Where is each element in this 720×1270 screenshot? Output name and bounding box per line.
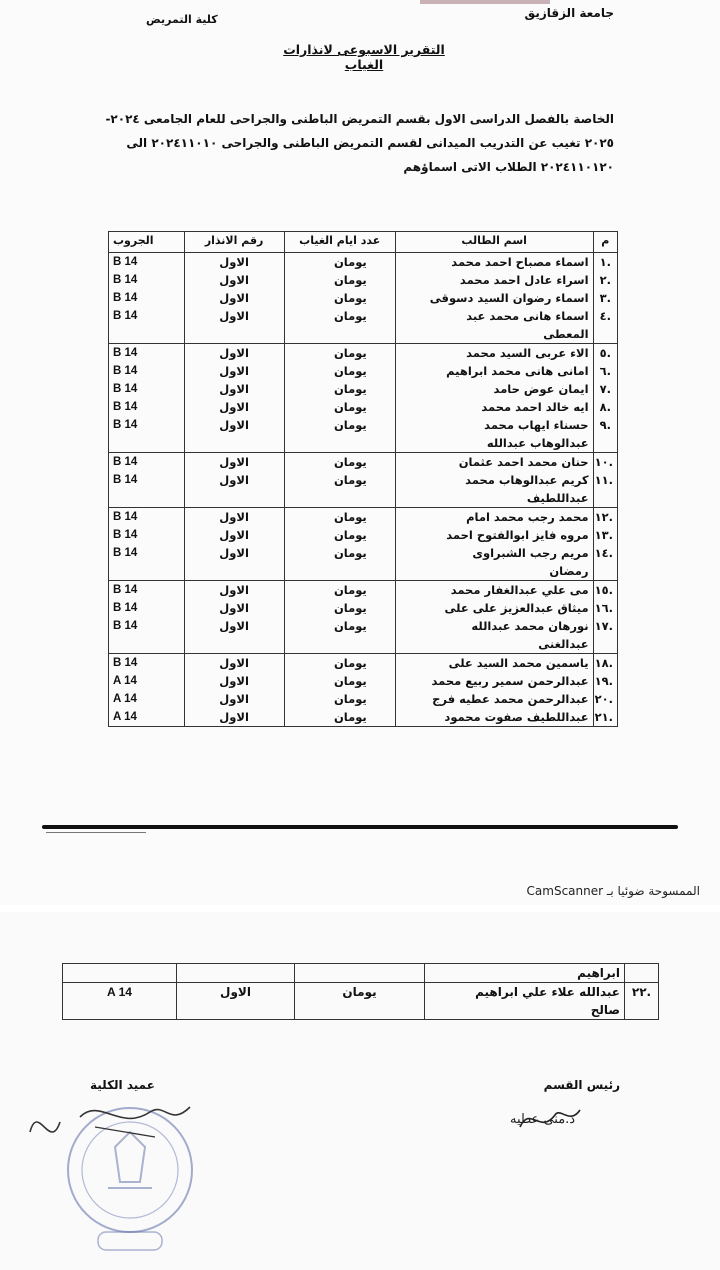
warning-number (184, 380, 284, 398)
student-name (395, 362, 593, 380)
university-name: جامعة الزقازيق (524, 6, 614, 20)
table-row (109, 617, 618, 654)
table-row (109, 344, 618, 363)
header-name: اسم الطالب (395, 232, 593, 253)
absence-days-value: يومان (333, 656, 367, 670)
student-name (395, 508, 593, 527)
warning-number (184, 253, 284, 272)
table-row (109, 526, 618, 544)
intro-line-2: ٢٠٢٥ تغيب عن التدريب الميدانى لقسم التمريض الباطنى والجراحى ٢٠٢٤١١٠١٠ الى (126, 136, 614, 150)
warning-number (184, 672, 284, 690)
absence-table (108, 231, 618, 727)
row-number: .٦ (593, 362, 617, 380)
row-number: .٩ (593, 416, 617, 453)
warning-number (184, 581, 284, 600)
page-bottom-rule (42, 825, 678, 829)
absence-days (284, 581, 395, 600)
student-name (395, 471, 593, 508)
row-number: .١٩ (593, 672, 617, 690)
warning-number-value: الاول (219, 601, 249, 615)
group-code: B 14 (109, 289, 185, 307)
absence-days-value: يومان (333, 255, 367, 269)
warning-number (184, 289, 284, 307)
absence-days-value: يومان (333, 510, 367, 524)
row-number: .٨ (593, 398, 617, 416)
absence-days (284, 253, 395, 272)
table-row (109, 654, 618, 673)
group-code: B 14 (109, 581, 185, 600)
warning-number (184, 508, 284, 527)
warning-number-value: الاول (219, 583, 249, 597)
row-number: .٥ (593, 344, 617, 363)
group-code: B 14 (109, 544, 185, 581)
warning-number (184, 617, 284, 654)
student-name (395, 253, 593, 272)
absence-days (284, 654, 395, 673)
absence-days-value: يومان (333, 400, 367, 414)
department-head-label: رئيس القسم (543, 1078, 620, 1092)
table-row (109, 708, 618, 727)
student-name (395, 307, 593, 344)
student-name-line1: اسماء رضوان السيد دسوقى (429, 291, 589, 305)
student-name-line1: الاء عربى السيد محمد (466, 346, 589, 360)
student-name (395, 271, 593, 289)
absence-days (284, 690, 395, 708)
table-row (109, 599, 618, 617)
student-name-line1: عبدالرحمن محمد عطيه فرج (432, 692, 589, 706)
row-number: .٢٢ (625, 983, 659, 1020)
absence-days (284, 526, 395, 544)
student-name-line1: عبدالله علاء علي ابراهيم (475, 985, 620, 999)
warning-number (184, 599, 284, 617)
student-name-line1: كريم عبدالوهاب محمد (465, 473, 589, 487)
warning-number-value: الاول (219, 346, 249, 360)
warning-number (184, 526, 284, 544)
student-name (395, 453, 593, 472)
absence-days-value: يومان (333, 528, 367, 542)
header-days: عدد ايام الغياب (284, 232, 395, 253)
absence-days (284, 289, 395, 307)
row-number: .١٣ (593, 526, 617, 544)
warning-number-value: الاول (219, 473, 249, 487)
table-row (109, 271, 618, 289)
warning-number-value: الاول (219, 273, 249, 287)
absence-days-value: يومان (333, 273, 367, 287)
student-name (395, 581, 593, 600)
row-number: .١ (593, 253, 617, 272)
absence-days-value: يومان (333, 674, 367, 688)
student-name-line1: مروه فايز ابوالفتوح احمد (446, 528, 589, 542)
row-number: .٧ (593, 380, 617, 398)
table-row (109, 362, 618, 380)
group-code: A 14 (63, 983, 177, 1020)
absence-days (284, 471, 395, 508)
student-name (395, 526, 593, 544)
warning-number-value: الاول (219, 546, 249, 560)
student-name (395, 398, 593, 416)
student-name (395, 690, 593, 708)
warning-number (184, 544, 284, 581)
camscanner-note: الممسوحة ضوئيا بـ CamScanner (526, 884, 700, 898)
faculty-name: كلية التمريض (146, 13, 218, 26)
absence-days-value: يومان (333, 583, 367, 597)
student-name-line1: ياسمين محمد السيد على (448, 656, 589, 670)
warning-number-value: الاول (219, 528, 249, 542)
student-name-line2: عبدالوهاب عبدالله (486, 436, 589, 450)
absence-days: يومان (295, 983, 425, 1020)
row-number: .١٢ (593, 508, 617, 527)
row-number: .١٤ (593, 544, 617, 581)
student-name-line1: مريم رجب الشبراوى (472, 546, 589, 560)
group-code: A 14 (109, 708, 185, 727)
student-name-line1: اسراء عادل احمد محمد (459, 273, 589, 287)
student-name (395, 672, 593, 690)
absence-days-value: يومان (333, 382, 367, 396)
student-name-line1: نورهان محمد عبدالله (471, 619, 589, 633)
student-name (395, 344, 593, 363)
table-row (109, 416, 618, 453)
student-name-line1: امانى هانى محمد ابراهيم (446, 364, 589, 378)
warning-number-value: الاول (219, 418, 249, 432)
student-name (395, 416, 593, 453)
group-code: B 14 (109, 307, 185, 344)
group-code: B 14 (109, 508, 185, 527)
student-name (395, 380, 593, 398)
group-code: A 14 (109, 672, 185, 690)
warning-number-value: الاول (219, 656, 249, 670)
absence-days-value: يومان (333, 710, 367, 724)
student-name-line1: محمد رجب محمد امام (466, 510, 589, 524)
dean-label: عميد الكلية (90, 1078, 155, 1092)
absence-days (284, 398, 395, 416)
absence-days (284, 508, 395, 527)
absence-days (284, 344, 395, 363)
warning-number-value: الاول (219, 692, 249, 706)
absence-days-value: يومان (333, 692, 367, 706)
report-title: التقرير الاسبوعى لانذارات الغياب (283, 42, 445, 72)
table-row (109, 398, 618, 416)
warning-number-value: الاول (219, 291, 249, 305)
student-name-line1: اسماء مصباح احمد محمد (451, 255, 589, 269)
table-row (109, 289, 618, 307)
department-head-signature: د.منى عطيه (510, 1112, 576, 1127)
student-name (395, 708, 593, 727)
student-name-line1: عبداللطيف صفوت محمود (444, 710, 589, 724)
absence-days (284, 416, 395, 453)
warning-number-value: الاول (219, 364, 249, 378)
group-code: B 14 (109, 453, 185, 472)
absence-days (284, 362, 395, 380)
warning-number (184, 471, 284, 508)
absence-days-value: يومان (333, 309, 367, 323)
warning-number (184, 416, 284, 453)
student-name-line2: عبدالغنى (538, 637, 589, 651)
table-row (109, 453, 618, 472)
table-row (109, 508, 618, 527)
group-code: B 14 (109, 398, 185, 416)
student-name (395, 599, 593, 617)
warning-number-value: الاول (219, 255, 249, 269)
student-name (395, 289, 593, 307)
absence-days-value: يومان (333, 619, 367, 633)
row-number: .٢٠ (593, 690, 617, 708)
student-name-line1: مى علي عبدالغفار محمد (450, 583, 589, 597)
absence-days-value: يومان (333, 601, 367, 615)
warning-number-value: الاول (219, 455, 249, 469)
absence-days-value: يومان (333, 364, 367, 378)
student-name-line2: صالح (590, 1003, 620, 1017)
table-row (109, 380, 618, 398)
warning-number (184, 708, 284, 727)
row-number: .١١ (593, 471, 617, 508)
absence-days (284, 380, 395, 398)
group-code: A 14 (109, 690, 185, 708)
row-name-prev-line: ابراهيم (425, 964, 625, 983)
table-row (109, 690, 618, 708)
page-gap (0, 905, 720, 912)
student-name-line1: عبدالرحمن سمير ربيع محمد (431, 674, 589, 688)
student-name-line1: حنان محمد احمد عثمان (458, 455, 589, 469)
table-row (109, 471, 618, 508)
warning-number (184, 398, 284, 416)
student-name-line1: ميثاق عبدالعزيز على على (444, 601, 589, 615)
absence-days (284, 672, 395, 690)
warning-number-value: الاول (219, 382, 249, 396)
warning-number (184, 344, 284, 363)
absence-days (284, 617, 395, 654)
intro-line-1: الخاصة بالفصل الدراسى الاول بقسم التمريض الباطنى والجراحى للعام الجامعى ٢٠٢٤- (105, 112, 614, 126)
group-code: B 14 (109, 599, 185, 617)
student-name-line2: عبداللطيف (526, 491, 589, 505)
warning-number: الاول (177, 983, 295, 1020)
absence-days-value: يومان (333, 291, 367, 305)
warning-number-value: الاول (219, 309, 249, 323)
row-number: .٢١ (593, 708, 617, 727)
row-number: .١٧ (593, 617, 617, 654)
student-name (395, 544, 593, 581)
group-code: B 14 (109, 362, 185, 380)
absence-days-value: يومان (333, 455, 367, 469)
warning-number (184, 654, 284, 673)
absence-days (284, 544, 395, 581)
student-name-line1: حسناء ايهاب محمد (484, 418, 589, 432)
row-number: .٢ (593, 271, 617, 289)
group-code: B 14 (109, 526, 185, 544)
warning-number-value: الاول (219, 619, 249, 633)
absence-days (284, 599, 395, 617)
row-number: .١٠ (593, 453, 617, 472)
row-number: .٤ (593, 307, 617, 344)
row-number: .١٦ (593, 599, 617, 617)
header-m: م (593, 232, 617, 253)
absence-days-value: يومان (333, 473, 367, 487)
header-group: الجروب (109, 232, 185, 253)
group-code: B 14 (109, 617, 185, 654)
table-row (109, 253, 618, 272)
group-code: B 14 (109, 380, 185, 398)
page-bottom-rule-thin (46, 832, 146, 833)
group-code: B 14 (109, 654, 185, 673)
header-warning: رقم الانذار (184, 232, 284, 253)
group-code: B 14 (109, 253, 185, 272)
warning-number (184, 307, 284, 344)
row-number: .٣ (593, 289, 617, 307)
student-name-line2: المعطى (543, 327, 589, 341)
table-header-row (109, 232, 618, 253)
absence-days (284, 271, 395, 289)
scan-top-strip (420, 0, 550, 4)
student-name-line1: ايمان عوض حامد (493, 382, 589, 396)
group-code: B 14 (109, 271, 185, 289)
absence-days (284, 307, 395, 344)
warning-number (184, 271, 284, 289)
intro-line-3: ٢٠٢٤١١٠١٢٠ الطلاب الاتى اسماؤهم (403, 160, 614, 174)
absence-table-continued (62, 963, 659, 1020)
table-row (109, 581, 618, 600)
table-row (109, 544, 618, 581)
student-name-line1: اسماء هانى محمد عبد (466, 309, 589, 323)
warning-number-value: الاول (219, 674, 249, 688)
group-code: B 14 (109, 344, 185, 363)
faculty-stamp (20, 1092, 220, 1262)
table-row (109, 672, 618, 690)
student-name (395, 617, 593, 654)
warning-number (184, 453, 284, 472)
warning-number-value: الاول (219, 510, 249, 524)
student-name-line2: رمضان (549, 564, 589, 578)
table-row (109, 307, 618, 344)
absence-days-value: يومان (333, 418, 367, 432)
student-name (425, 983, 625, 1020)
absence-days-value: يومان (333, 346, 367, 360)
warning-number (184, 362, 284, 380)
table-row (63, 983, 659, 1020)
table-row (63, 964, 659, 983)
absence-days (284, 708, 395, 727)
warning-number-value: الاول (219, 400, 249, 414)
warning-number (184, 690, 284, 708)
warning-number-value: الاول (219, 710, 249, 724)
absence-days-value: يومان (333, 546, 367, 560)
absence-days (284, 453, 395, 472)
student-name-line1: ايه خالد احمد محمد (481, 400, 589, 414)
group-code: B 14 (109, 471, 185, 508)
group-code: B 14 (109, 416, 185, 453)
student-name (395, 654, 593, 673)
row-number: .١٥ (593, 581, 617, 600)
row-number: .١٨ (593, 654, 617, 673)
